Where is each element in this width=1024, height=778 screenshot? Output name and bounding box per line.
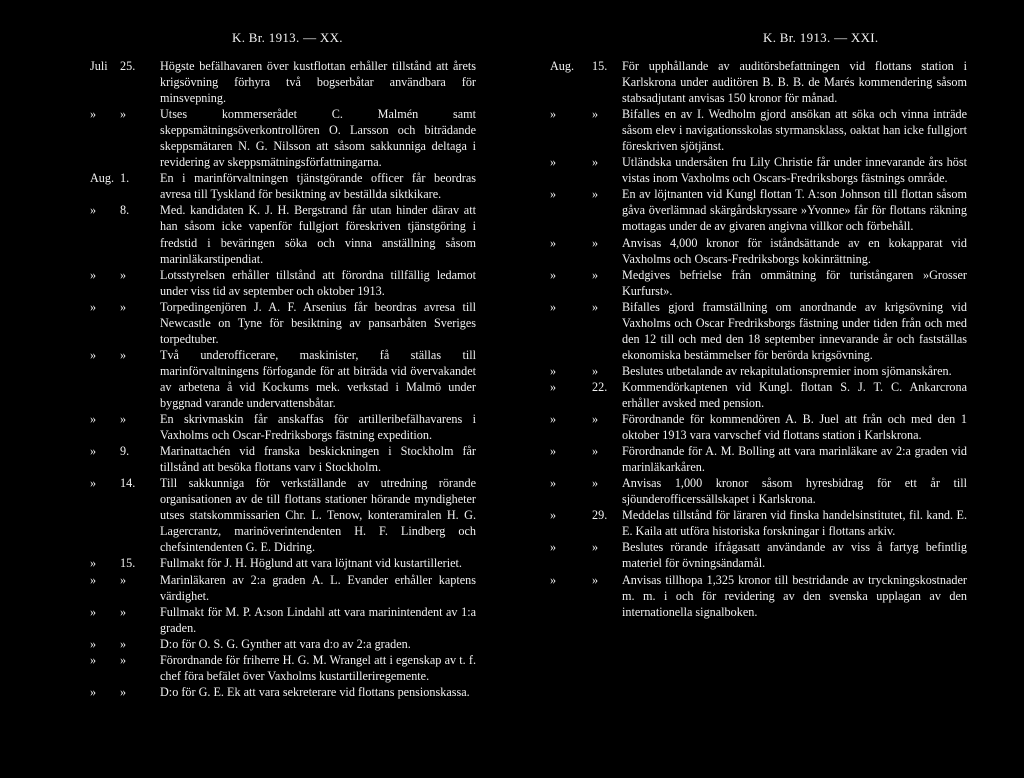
entry-month: » bbox=[90, 476, 97, 491]
entry-month: » bbox=[90, 299, 97, 314]
list-item bbox=[512, 475, 1024, 507]
entry-text: Marinattachén vid franska beskickningen i Stockholm får tillstånd att besöka flottans varv i Stockholm. bbox=[160, 444, 476, 475]
entry-month: » bbox=[550, 476, 557, 491]
entry-text: Fullmakt för J. H. Höglund att vara löjtnant vid kustartilleriet. bbox=[160, 556, 462, 571]
list-item bbox=[512, 379, 1024, 411]
entry-month: » bbox=[90, 652, 97, 667]
list-item bbox=[512, 267, 1024, 299]
list-item bbox=[0, 347, 512, 411]
entry-text: Marinläkaren av 2:a graden A. L. Evander erhåller kaptens värdighet. bbox=[160, 572, 476, 603]
entry-month: » bbox=[550, 508, 557, 523]
entry-day: » bbox=[592, 363, 599, 378]
entry-text: Högste befälhavaren över kustflottan erhåller tillstånd att årets krigsövning förhyra två bogserbåtar användbara för minsvepning. bbox=[160, 59, 476, 106]
entry-month: » bbox=[90, 267, 97, 282]
entry-day: » bbox=[592, 155, 599, 170]
entry-text: D:o för O. S. G. Gynther att vara d:o av 2:a graden. bbox=[160, 636, 411, 651]
list-item bbox=[0, 267, 512, 299]
entry-month: » bbox=[550, 444, 557, 459]
entry-text: Förordnande för kommendören A. B. Juel att från och med den 1 oktober 1913 vara varvschef vid flottans station i Karlskrona. bbox=[622, 412, 967, 443]
entry-text: Utses kommerserådet C. Malmén samt skeppsmätningsöverkontrollören O. Larsson och biträdande skeppsmätaren N. G. Nilsson att såsom sakkunniga deltaga i revidering av skeppsmätningsförfattningarna. bbox=[160, 107, 476, 170]
entry-day: » bbox=[120, 604, 127, 619]
entry-day: » bbox=[592, 235, 599, 250]
list-item bbox=[0, 475, 512, 555]
entry-month: Juli bbox=[90, 59, 108, 73]
entry-text: Beslutes utbetalande av rekapitulationspremier inom sjömanskåren. bbox=[622, 363, 952, 378]
entry-month: » bbox=[90, 203, 97, 218]
list-item bbox=[512, 299, 1024, 363]
entry-day: » bbox=[592, 412, 599, 427]
entry-text: D:o för G. E. Ek att vara sekreterare vid flottans pensionskassa. bbox=[160, 684, 470, 699]
entry-day: 14. bbox=[120, 476, 136, 491]
entry-text: Förordnande för A. M. Bolling att vara marinläkare av 2:a graden vid marinläkarkåren. bbox=[622, 444, 967, 475]
entry-month: » bbox=[90, 684, 97, 699]
right-entries bbox=[512, 58, 1024, 620]
entry-day: 1. bbox=[120, 171, 130, 186]
list-item bbox=[512, 58, 1024, 106]
entry-day: » bbox=[592, 476, 599, 491]
entry-day: 15. bbox=[120, 556, 136, 571]
entry-text: Till sakkunniga för verkställande av utredning rörande organisationen av de till flottans stationer hörande myndigheter utses statskommissarien Chr. L. Tenow, konteramiralen H. G. Lagercrantz, marinöverintendenten H. F. Lindberg och chefsintendenten G. E. Didring. bbox=[160, 476, 476, 555]
entry-day: 8. bbox=[120, 203, 130, 218]
list-item bbox=[0, 299, 512, 347]
list-item bbox=[512, 154, 1024, 186]
list-item bbox=[0, 636, 512, 652]
list-item bbox=[0, 202, 512, 266]
entry-text: Lotsstyrelsen erhåller tillstånd att förordna tillfällig ledamot under viss tid av september och oktober 1913. bbox=[160, 267, 476, 298]
entry-text: Med. kandidaten K. J. H. Bergstrand får utan hinder därav att han såsom icke vapenför fullgjort föreskriven tjänstgöring i fredstid i beväringen söka och vinna anställning såsom marinläkarstipendiat. bbox=[160, 203, 476, 266]
entry-day: » bbox=[592, 267, 599, 282]
entry-text: För upphållande av auditörsbefattningen vid flottans station i Karlskrona under auditören B. B. B. de Marés kommendering såsom stabsadjutant anvisas 150 kronor för månad. bbox=[622, 59, 967, 106]
entry-day: » bbox=[592, 299, 599, 314]
list-item bbox=[512, 363, 1024, 379]
list-item bbox=[512, 572, 1024, 620]
entry-month: » bbox=[550, 267, 557, 282]
entry-text: Torpedingenjören J. A. F. Arsenius får beordras avresa till Newcastle on Tyne för besiktning av pansarbåten Sveriges torpedtuber. bbox=[160, 299, 476, 346]
entry-month: » bbox=[550, 379, 557, 394]
entry-text: Meddelas tillstånd för läraren vid finska handelsinstitutet, fil. kand. E. E. Kaila att utföra historiska forskningar i flottans arkiv. bbox=[622, 508, 967, 539]
list-item bbox=[0, 411, 512, 443]
list-item bbox=[512, 443, 1024, 475]
entry-month: » bbox=[90, 572, 97, 587]
entry-month: » bbox=[90, 347, 97, 362]
list-item bbox=[0, 170, 512, 202]
entry-day: » bbox=[120, 107, 127, 122]
entry-day: » bbox=[592, 107, 599, 122]
entry-text: Bifalles en av I. Wedholm gjord ansökan att söka och vinna inträde såsom elev i navigationsskolas styrmansklass, oaktat han icke fullgjort föreskriven sjötjänst. bbox=[622, 107, 967, 154]
entry-day: 15. bbox=[592, 59, 608, 73]
list-item bbox=[0, 555, 512, 571]
entry-text: En i marinförvaltningen tjänstgörande officer får beordras avresa till Tyskland för besiktning av beställda siktkikare. bbox=[160, 171, 476, 202]
entry-text: En av löjtnanten vid Kungl flottan T. A:son Johnson till flottan såsom gåva överlämnad skärgårdskryssare »Yvonne» får för flottans räkning mottagas under de av givaren angivna villkor och förbehåll. bbox=[622, 187, 967, 234]
right-page-header: K. Br. 1913. — XXI. bbox=[763, 30, 879, 45]
entry-text: Anvisas 4,000 kronor för iståndsättande av en kokapparat vid Vaxholms och Oscars-Fredriksborgs kokinrättning. bbox=[622, 235, 967, 266]
entry-day: 22. bbox=[592, 379, 608, 394]
list-item bbox=[0, 106, 512, 170]
list-item bbox=[0, 572, 512, 604]
entry-day: » bbox=[120, 572, 127, 587]
entry-month: » bbox=[550, 540, 557, 555]
list-item bbox=[512, 507, 1024, 539]
entry-text: Utländska undersåten fru Lily Christie får under innevarande års höst vistas inom Vaxholms och Oscars-Fredriksborgs fästnings område. bbox=[622, 155, 967, 186]
entry-month: » bbox=[550, 187, 557, 202]
entry-day: » bbox=[120, 267, 127, 282]
list-item bbox=[0, 652, 512, 684]
list-item bbox=[512, 186, 1024, 234]
entry-month: » bbox=[90, 636, 97, 651]
entry-month: » bbox=[90, 412, 97, 427]
entry-day: 25. bbox=[120, 59, 136, 73]
list-item bbox=[0, 443, 512, 475]
list-item bbox=[0, 604, 512, 636]
entry-month: Aug. bbox=[90, 171, 115, 186]
right-page bbox=[512, 0, 1024, 778]
entry-text: Anvisas 1,000 kronor såsom hyresbidrag för ett år till sjöunderofficerssällskapet i Karlskrona. bbox=[622, 476, 967, 507]
entry-month: » bbox=[550, 235, 557, 250]
entry-month: » bbox=[90, 556, 97, 571]
entry-text: Medgives befrielse från ommätning för turistångaren »Grosser Kurfurst». bbox=[622, 267, 967, 298]
entry-month: » bbox=[550, 299, 557, 314]
entry-day: » bbox=[120, 299, 127, 314]
entry-text: En skrivmaskin får anskaffas för artilleribefälhavarens i Vaxholms och Oscar-Fredriksborgs fästning expedition. bbox=[160, 412, 476, 443]
list-item bbox=[0, 58, 512, 106]
list-item bbox=[512, 539, 1024, 571]
entry-text: Kommendörkaptenen vid Kungl. flottan S. J. T. C. Ankarcrona erhåller avsked med pension. bbox=[622, 379, 967, 410]
entry-day: » bbox=[592, 572, 599, 587]
entry-day: » bbox=[120, 684, 127, 699]
entry-month: » bbox=[90, 604, 97, 619]
entry-day: » bbox=[120, 636, 127, 651]
entry-text: Förordnande för friherre H. G. M. Wrangel att i egenskap av t. f. chef föra befälet över Vaxholms kustartilleriregemente. bbox=[160, 652, 476, 683]
left-page-header: K. Br. 1913. — XX. bbox=[232, 30, 343, 45]
entry-month: » bbox=[550, 155, 557, 170]
entry-day: » bbox=[592, 540, 599, 555]
entry-text: Fullmakt för M. P. A:son Lindahl att vara marinintendent av 1:a graden. bbox=[160, 604, 476, 635]
entry-day: 29. bbox=[592, 508, 608, 523]
entry-day: » bbox=[120, 347, 127, 362]
list-item bbox=[512, 235, 1024, 267]
entry-day: 9. bbox=[120, 444, 130, 459]
entry-month: » bbox=[90, 444, 97, 459]
entry-text: Två underofficerare, maskinister, få ställas till marinförvaltningens förfogande för att biträda vid övervakandet av arbetena å vid Kockums mek. verkstad i Malmö under byggnad varande undervattensbåtar. bbox=[160, 347, 476, 410]
entry-day: » bbox=[120, 652, 127, 667]
entry-month: Aug. bbox=[550, 59, 575, 73]
entry-day: » bbox=[592, 187, 599, 202]
entry-text: Beslutes rörande ifrågasatt användande av viss å fartyg befintlig materiel för övningsändamål. bbox=[622, 540, 967, 571]
list-item bbox=[0, 684, 512, 700]
entry-month: » bbox=[550, 412, 557, 427]
list-item bbox=[512, 106, 1024, 154]
left-entries bbox=[0, 58, 512, 700]
entry-text: Anvisas tillhopa 1,325 kronor till bestridande av tryckningskostnader m. m. i och för revidering av den svenska upplagan av den internationella signalboken. bbox=[622, 572, 967, 619]
entry-month: » bbox=[550, 572, 557, 587]
entry-month: » bbox=[90, 107, 97, 122]
entry-month: » bbox=[550, 107, 557, 122]
entry-text: Bifalles gjord framställning om anordnande av krigsövning vid Vaxholms och Oscar Fredriksborgs fästning under tiden från och med den 12 till och med den 18 september innevarande år och fastställas ekonomiska bestämmelser för berörda krigsövning. bbox=[622, 299, 967, 362]
entry-month: » bbox=[550, 363, 557, 378]
entry-day: » bbox=[120, 412, 127, 427]
entry-day: » bbox=[592, 444, 599, 459]
list-item bbox=[512, 411, 1024, 443]
